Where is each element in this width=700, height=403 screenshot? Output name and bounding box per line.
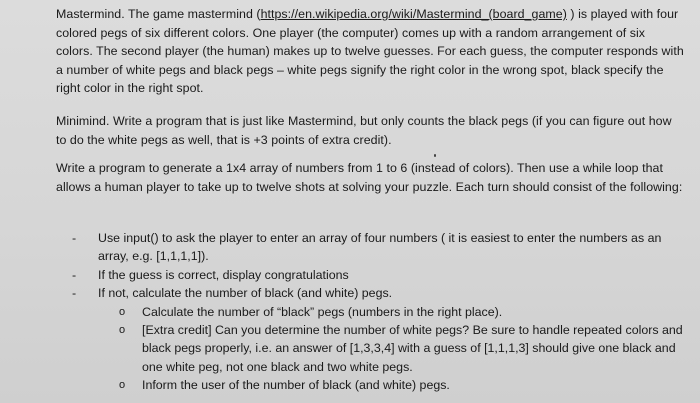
sub-list-item-text: [Extra credit] Can you determine the number of white pegs? Be sure to handle repeated colors and black pegs properly, i.e. an answer of [1,3,3,4] with a guess of [1,1,1,3] should give one black and one white peg, not one black and two white pegs.: [142, 323, 683, 374]
paragraph-mastermind-body: ) is played with four colored pegs of six different colors. One player (the computer) comes up with a random arrangement of six colors. The second player (the human) makes up to twelve guesses. For each guess, the computer responds with a number of white pegs and black pegs – white pegs signify the right color in the wrong spot, black specify the right color in the right spot.: [56, 7, 684, 96]
paragraph-mastermind-intro: Mastermind. The game mastermind (: [56, 7, 261, 21]
sub-list-item: [98, 321, 684, 376]
sub-steps-list: [98, 303, 684, 395]
circle-bullet-icon: o: [119, 305, 126, 318]
list-item: [72, 229, 684, 266]
sub-list-item-text: Inform the user of the number of black (and white) pegs.: [142, 378, 450, 393]
list-item-text: If not, calculate the number of black (and white) pegs.: [98, 286, 393, 301]
dash-bullet-icon: -: [72, 286, 77, 301]
sub-list-item: [98, 376, 684, 394]
list-item-text: Use input() to ask the player to enter an array of four numbers ( it is easiest to enter the numbers as an array, e.g. [1,1,1,1]).: [98, 231, 662, 264]
turn-steps-list: [72, 229, 684, 395]
list-item-text: If the guess is correct, display congratulations: [98, 267, 349, 282]
list-item: [72, 266, 684, 284]
paragraph-instructions: Write a program to generate a 1x4 array of numbers from 1 to 6 (instead of colors). Then use a while loop that allows a human player to take up to twelve shots at solving your puzzle. Each turn should consist of the following:: [56, 161, 683, 194]
paragraph-mastermind: [56, 5, 684, 98]
circle-bullet-icon: o: [119, 324, 126, 337]
sub-list-item: [98, 303, 684, 321]
dash-bullet-icon: -: [72, 267, 77, 282]
list-item: [72, 284, 684, 394]
wikipedia-link[interactable]: https://en.wikipedia.org/wiki/Mastermind_(board_game): [260, 7, 567, 21]
circle-bullet-icon: o: [119, 379, 126, 392]
paragraph-minimind: Minimind. Write a program that is just like Mastermind, but only counts the black pegs (if you can figure out how to do the white pegs as well, that is +3 points of extra credit).: [56, 114, 672, 147]
sub-list-item-text: Calculate the number of “black” pegs (numbers in the right place).: [142, 304, 503, 319]
stray-mark: [434, 154, 436, 157]
dash-bullet-icon: -: [72, 231, 77, 245]
